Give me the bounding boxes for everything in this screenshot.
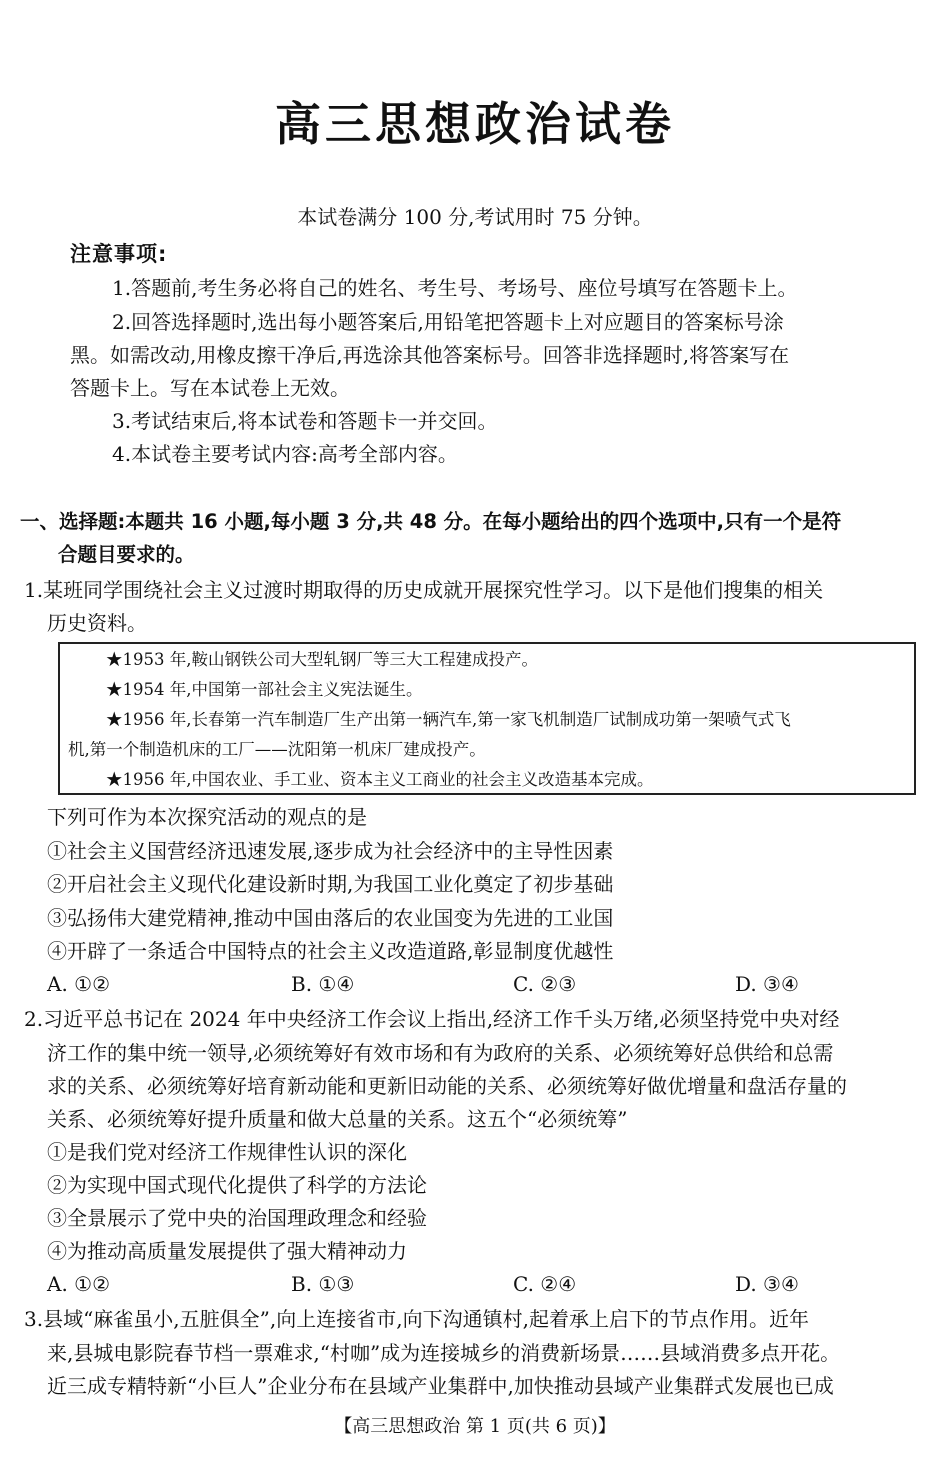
page-footer: 【高三思想政治 第 1 页(共 6 页)】 [334,1416,616,1437]
q2-stem: 求的关系、必须统筹好培育新动能和更新旧动能的关系、必须统筹好做优增量和盘活存量的 [47,1074,847,1098]
material-line: ★1956 年,长春第一汽车制造厂生产出第一辆汽车,第一家飞机制造厂试制成功第一架喷气式飞 [106,710,791,729]
notice-line: 答题卡上。写在本试卷上无效。 [70,376,350,400]
notice-line: 2.回答选择题时,选出每小题答案后,用铅笔把答题卡上对应题目的答案标号涂 [112,310,784,334]
q2-item: ③全景展示了党中央的治国理政理念和经验 [47,1206,427,1230]
q1-item: ③弘扬伟大建党精神,推动中国由落后的农业国变为先进的工业国 [47,906,614,930]
notice-line: 3.考试结束后,将本试卷和答题卡一并交回。 [112,409,498,433]
q1-item: ①社会主义国营经济迅速发展,逐步成为社会经济中的主导性因素 [47,839,614,863]
section-heading: 一、选择题:本题共 16 小题,每小题 3 分,共 48 分。在每小题给出的四个选项中,只有一个是符 [20,510,842,533]
q3-stem: 3.县域“麻雀虽小,五脏俱全”,向上连接省市,向下沟通镇村,起着承上启下的节点作用。近年 [24,1307,809,1331]
material-line: ★1953 年,鞍山钢铁公司大型轧钢厂等三大工程建成投产。 [106,650,538,669]
option-c[interactable]: C. ②③ [513,972,577,996]
q1-item: ②开启社会主义现代化建设新时期,为我国工业化奠定了初步基础 [47,872,614,896]
notice-heading: 注意事项: [70,242,168,266]
q1-stem: 历史资料。 [47,611,147,635]
q1-question: 下列可作为本次探究活动的观点的是 [47,805,367,829]
option-d[interactable]: D. ③④ [735,972,799,996]
option-a[interactable]: A. ①② [47,1272,111,1296]
option-b[interactable]: B. ①③ [291,1272,355,1296]
material-line: ★1954 年,中国第一部社会主义宪法诞生。 [106,680,423,699]
page-title: 高三思想政治试卷 [275,97,675,151]
q2-stem: 济工作的集中统一领导,必须统筹好有效市场和有为政府的关系、必须统筹好总供给和总需 [47,1041,834,1065]
q2-item: ②为实现中国式现代化提供了科学的方法论 [47,1173,427,1197]
q2-stem: 关系、必须统筹好提升质量和做大总量的关系。这五个“必须统筹” [47,1107,628,1131]
q2-stem: 2.习近平总书记在 2024 年中央经济工作会议上指出,经济工作千头万绪,必须坚持党中央对经 [24,1007,840,1031]
option-c[interactable]: C. ②④ [513,1272,577,1296]
section-heading-cont: 合题目要求的。 [58,543,195,566]
material-line: ★1956 年,中国农业、手工业、资本主义工商业的社会主义改造基本完成。 [106,770,654,789]
notice-line: 1.答题前,考生务必将自己的姓名、考生号、考场号、座位号填写在答题卡上。 [112,276,798,300]
option-a[interactable]: A. ①② [47,972,111,996]
q3-stem: 近三成专精特新“小巨人”企业分布在县域产业集群中,加快推动县域产业集群式发展也已成 [47,1374,834,1398]
q1-material-box [58,642,916,795]
notice-line: 黑。如需改动,用橡皮擦干净后,再选涂其他答案标号。回答非选择题时,将答案写在 [70,343,790,367]
notice-line: 4.本试卷主要考试内容:高考全部内容。 [112,442,458,466]
q2-options [47,1270,907,1298]
q2-item: ①是我们党对经济工作规律性认识的深化 [47,1140,407,1164]
exam-info: 本试卷满分 100 分,考试用时 75 分钟。 [297,205,653,229]
q3-stem: 来,县城电影院春节档一票难求,“村咖”成为连接城乡的消费新场景……县域消费多点开花。 [47,1341,841,1365]
material-line: 机,第一个制造机床的工厂——沈阳第一机床厂建成投产。 [68,740,486,759]
option-d[interactable]: D. ③④ [735,1272,799,1296]
option-b[interactable]: B. ①④ [291,972,355,996]
q1-stem: 1.某班同学围绕社会主义过渡时期取得的历史成就开展探究性学习。以下是他们搜集的相关 [24,578,824,602]
q2-item: ④为推动高质量发展提供了强大精神动力 [47,1239,407,1263]
q1-item: ④开辟了一条适合中国特点的社会主义改造道路,彰显制度优越性 [47,939,614,963]
q1-options [47,970,907,998]
